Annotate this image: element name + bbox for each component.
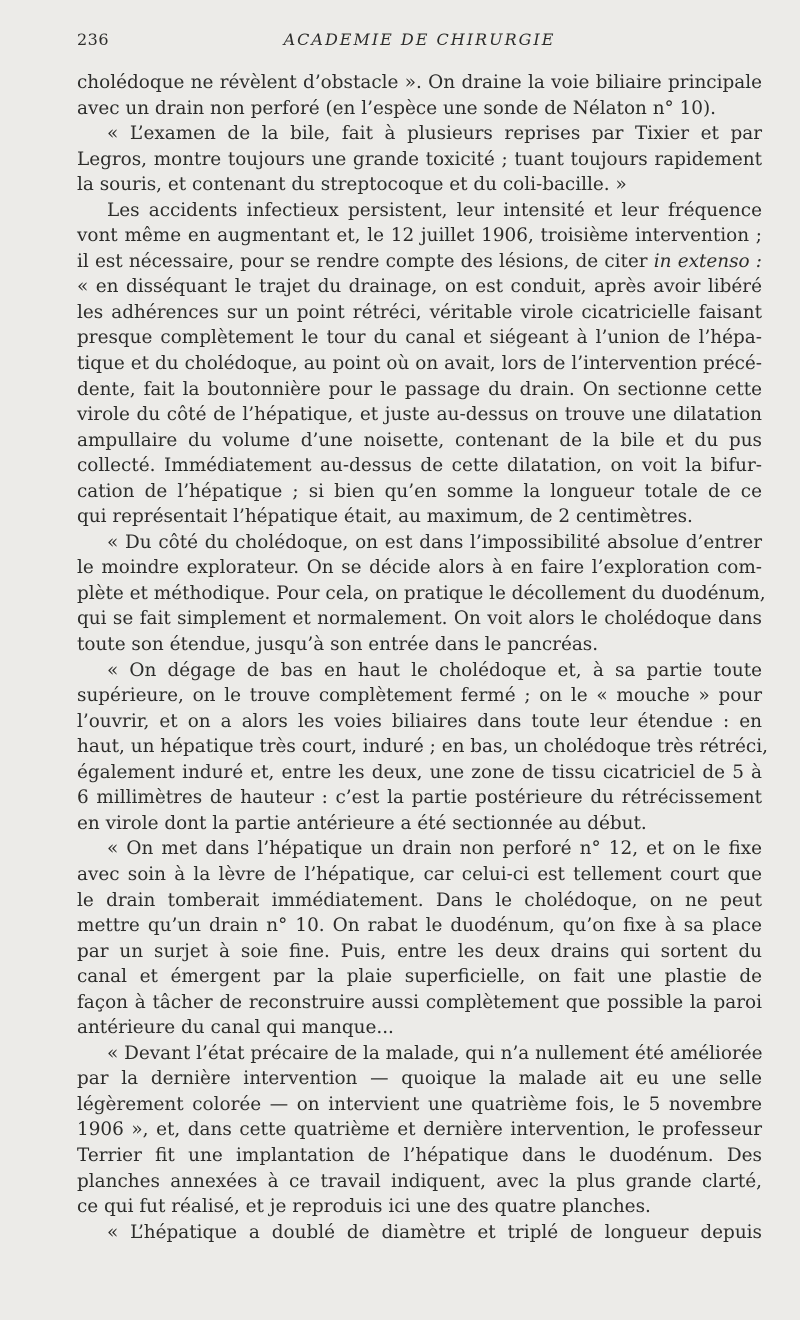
- text-line: ampullaire du volume d’une noisette, contenant de la bile et du pus: [77, 429, 762, 451]
- text-line: en virole dont la partie antérieure a été sectionnée au début.: [77, 812, 647, 834]
- text-line: ce qui fut réalisé, et je reproduis ici une des quatre planches.: [77, 1196, 651, 1218]
- text-line: qui représentait l’hépatique était, au maximum, de 2 centimètres.: [77, 506, 693, 528]
- text-line: le moindre explorateur. On se décide alors à en faire l’exploration com-: [77, 557, 762, 579]
- text-line: virole du côté de l’hépatique, et juste au-dessus on trouve une dilatation: [77, 404, 762, 426]
- text-line: « On dégage de bas en haut le cholédoque et, à sa partie toute: [107, 659, 762, 681]
- line-text: il est nécessaire, pour se rendre compte des lésions, de citer: [77, 250, 648, 272]
- text-line: également induré et, entre les deux, une zone de tissu cicatriciel de 5 à: [77, 761, 762, 783]
- body-text: [77, 70, 768, 1245]
- text-line: « On met dans l’hépatique un drain non perforé n° 12, et on le fixe: [107, 838, 762, 860]
- text-line: dente, fait la boutonnière pour le passage du drain. On sectionne cette: [77, 378, 762, 400]
- text-line: « Du côté du cholédoque, on est dans l’impossibilité absolue d’entrer: [107, 531, 762, 553]
- text-line: Terrier fit une implantation de l’hépatique dans le duodénum. Des: [77, 1144, 762, 1166]
- text-line: vont même en augmentant et, le 12 juillet 1906, troisième intervention ;: [77, 225, 762, 247]
- text-line: qui se fait simplement et normalement. On voit alors le cholédoque dans: [77, 608, 762, 630]
- text-line: antérieure du canal qui manque...: [77, 1017, 394, 1039]
- text-line: par la dernière intervention — quoique la malade ait eu une selle: [77, 1068, 762, 1090]
- text-line: avec un drain non perforé (en l’espèce une sonde de Nélaton n° 10).: [77, 97, 717, 119]
- text-line: canal et émergent par la plaie superficielle, on fait une plastie de: [77, 966, 762, 988]
- text-line: haut, un hépatique très court, induré ; en bas, un cholédoque très rétréci,: [77, 736, 768, 758]
- text-line: le drain tomberait immédiatement. Dans le cholédoque, on ne peut: [77, 889, 762, 911]
- text-line: 1906 », et, dans cette quatrième et dernière intervention, le professeur: [77, 1119, 762, 1141]
- text-line: Legros, montre toujours une grande toxicité ; tuant toujours rapidement: [77, 148, 762, 170]
- text-line: « L’examen de la bile, fait à plusieurs reprises par Tixier et par: [107, 123, 762, 145]
- text-line: les adhérences sur un point rétréci, véritable virole cicatricielle faisant: [77, 301, 762, 323]
- text-line: [77, 249, 762, 275]
- page-number: 236: [77, 30, 110, 49]
- text-line: planches annexées à ce travail indiquent, avec la plus grande clarté,: [77, 1170, 762, 1192]
- text-line: presque complètement le tour du canal et siégeant à l’union de l’hépa-: [77, 327, 762, 349]
- italic-phrase: in extenso :: [653, 250, 762, 272]
- text-line: « L’hépatique a doublé de diamètre et triplé de longueur depuis: [107, 1221, 762, 1243]
- text-line: avec soin à la lèvre de l’hépatique, car celui-ci est tellement court que: [77, 863, 762, 885]
- text-line: l’ouvrir, et on a alors les voies biliaires dans toute leur étendue : en: [77, 710, 762, 732]
- text-line: collecté. Immédiatement au-dessus de cette dilatation, on voit la bifur-: [77, 455, 762, 477]
- text-line: « Devant l’état précaire de la malade, qui n’a nullement été améliorée: [107, 1042, 763, 1064]
- text-line: par un surjet à soie fine. Puis, entre les deux drains qui sortent du: [77, 940, 762, 962]
- text-line: plète et méthodique. Pour cela, on pratique le décollement du duodénum,: [77, 582, 766, 604]
- text-line: légèrement colorée — on intervient une quatrième fois, le 5 novembre: [77, 1093, 762, 1115]
- text-line: 6 millimètres de hauteur : c’est la partie postérieure du rétrécissement: [77, 787, 762, 809]
- text-line: toute son étendue, jusqu’à son entrée dans le pancréas.: [77, 634, 599, 656]
- text-line: tique et du cholédoque, au point où on avait, lors de l’intervention précé-: [77, 353, 762, 375]
- text-line: façon à tâcher de reconstruire aussi complètement que possible la paroi: [77, 991, 762, 1013]
- text-line: cation de l’hépatique ; si bien qu’en somme la longueur totale de ce: [77, 480, 762, 502]
- text-line: cholédoque ne révèlent d’obstacle ». On draine la voie biliaire principale: [77, 72, 762, 93]
- page-header: [77, 30, 762, 52]
- text-line: « en disséquant le trajet du drainage, on est conduit, après avoir libéré: [77, 276, 762, 298]
- text-line: supérieure, on le trouve complètement fermé ; on le « mouche » pour: [77, 685, 762, 707]
- text-line: Les accidents infectieux persistent, leur intensité et leur fréquence: [107, 199, 762, 221]
- text-line: la souris, et contenant du streptocoque et du coli-bacille. »: [77, 174, 627, 196]
- text-line: mettre qu’un drain n° 10. On rabat le duodénum, qu’on fixe à sa place: [77, 915, 762, 937]
- running-title: ACADEMIE DE CHIRURGIE: [283, 30, 556, 49]
